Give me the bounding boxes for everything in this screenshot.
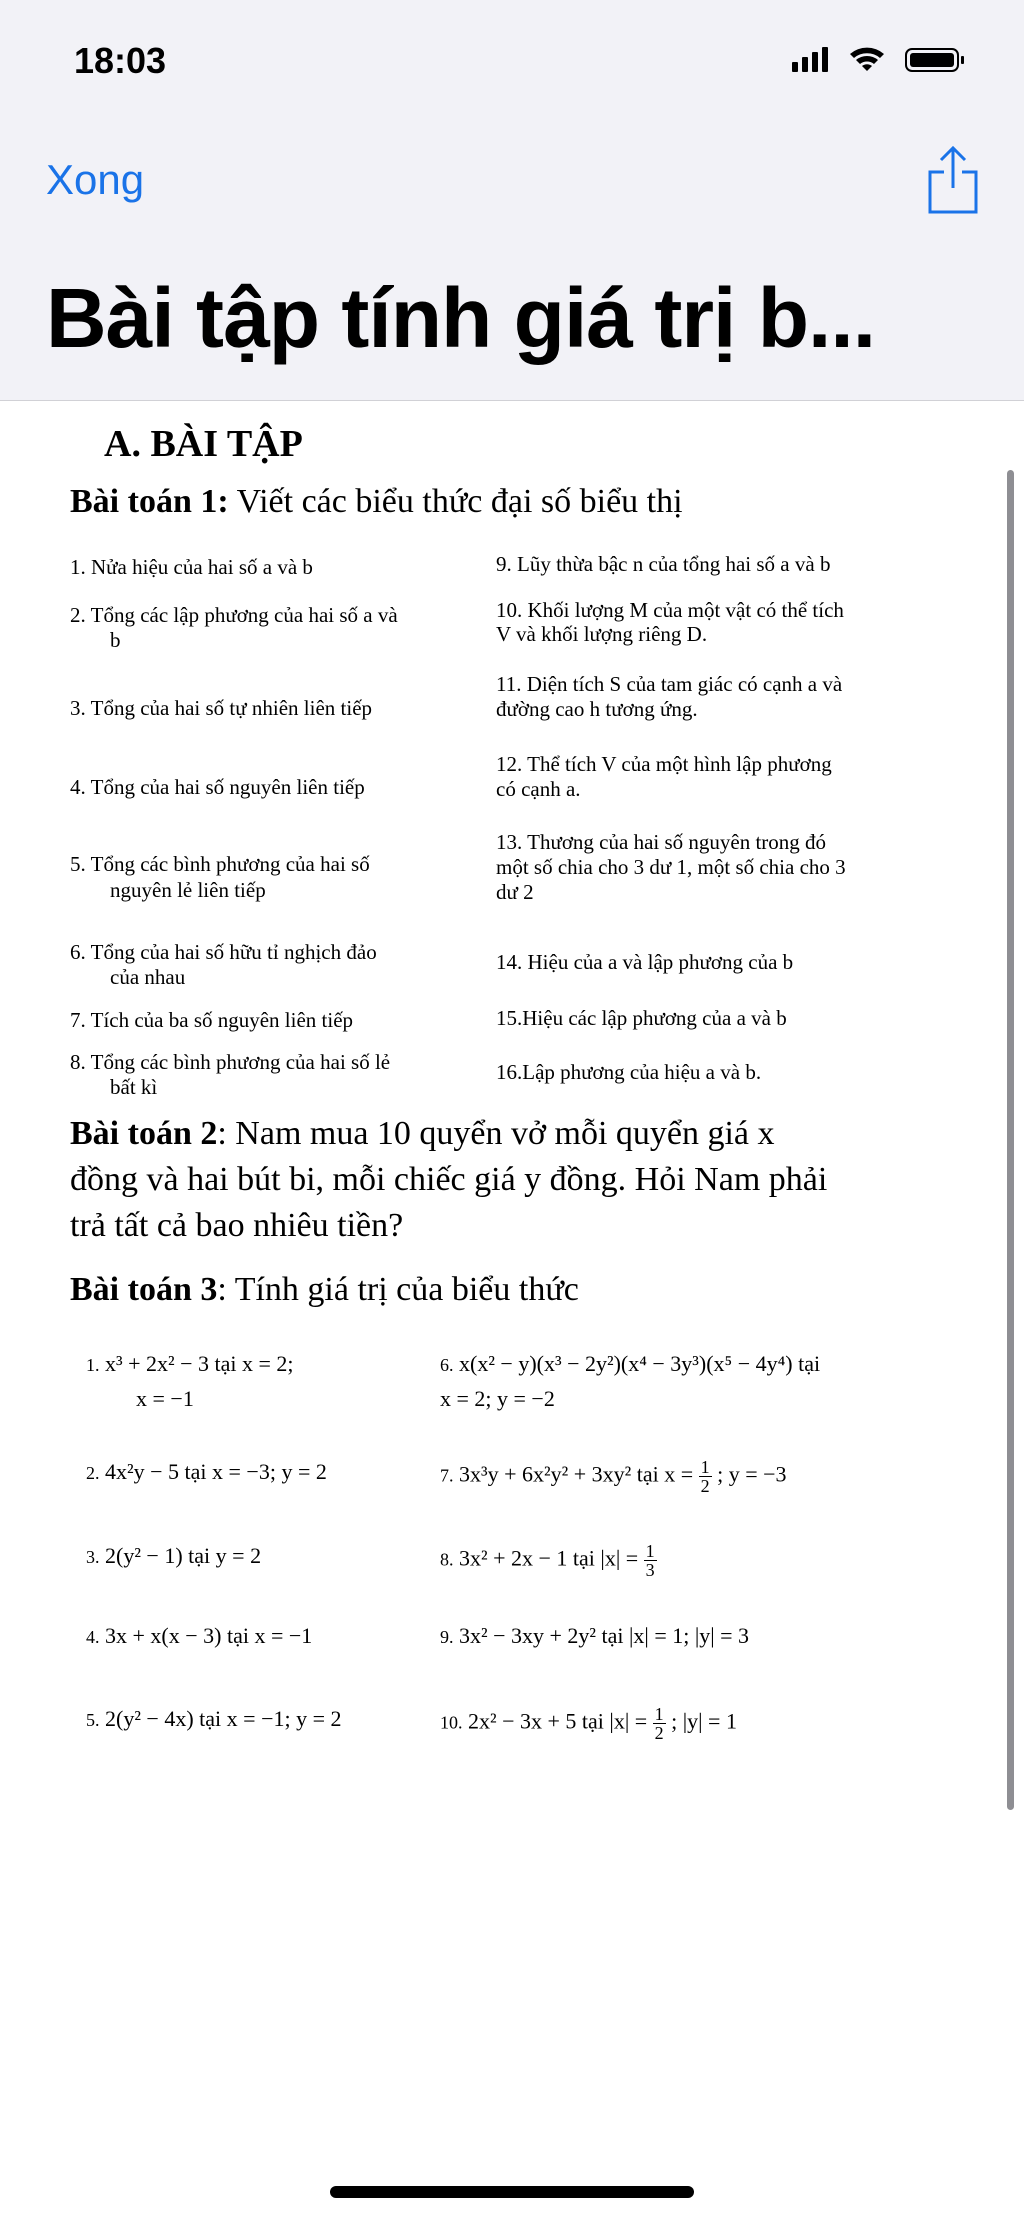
list-item: 10. Khối lượng M của một vật có thể tích bbox=[496, 598, 844, 622]
math-item-1-cond: x = −1 bbox=[136, 1386, 194, 1411]
status-time: 18:03 bbox=[74, 40, 167, 81]
list-item: 4. Tổng của hai số nguyên liên tiếp bbox=[70, 775, 365, 799]
problem-3-label: Bài toán 3 bbox=[70, 1271, 218, 1308]
math-item-6: 6. x(x² − y)(x³ − 2y²)(x⁴ − 3y³)(x⁵ − 4y⁴) tại bbox=[440, 1351, 821, 1376]
page-title: Bài tập tính giá trị b... bbox=[46, 271, 876, 365]
battery-icon bbox=[906, 49, 964, 71]
list-item: 5. Tổng các bình phương của hai số bbox=[70, 852, 370, 876]
math-item-2: 2. 4x²y − 5 tại x = −3; y = 2 bbox=[86, 1459, 327, 1484]
list-item: 15.Hiệu các lập phương của a và b bbox=[496, 1006, 787, 1030]
list-item: của nhau bbox=[110, 965, 186, 989]
problem-1-heading bbox=[70, 480, 950, 524]
math-item-10: 10. 2x² − 3x + 5 tại |x| = $\frac{1}{2}$ ; |y| = 1 bbox=[440, 1704, 737, 1743]
fraction: $\frac{1}{2}$ bbox=[700, 1457, 710, 1496]
problem-2-line-2: đồng và hai bút bi, mỗi chiếc giá y đồng. Hỏi Nam phải bbox=[70, 1161, 828, 1198]
done-button[interactable]: Xong bbox=[46, 156, 145, 203]
math-item-6-cond: x = 2; y = −2 bbox=[440, 1386, 555, 1411]
list-item: 6. Tổng của hai số hữu tỉ nghịch đảo bbox=[70, 940, 377, 964]
list-item: một số chia cho 3 dư 1, một số chia cho 3 bbox=[496, 855, 846, 879]
list-item: 12. Thể tích V của một hình lập phương bbox=[496, 752, 832, 776]
problem-2-line-1 bbox=[70, 1112, 950, 1156]
math-item-9: 9. 3x² − 3xy + 2y² tại |x| = 1; |y| = 3 bbox=[440, 1623, 750, 1648]
status-icons bbox=[786, 44, 986, 74]
list-item: 1. Nửa hiệu của hai số a và b bbox=[70, 555, 313, 579]
list-item: đường cao h tương ứng. bbox=[496, 697, 698, 721]
math-item-4: 4. 3x + x(x − 3) tại x = −1 bbox=[86, 1623, 313, 1648]
math-item-7: 7. 3x³y + 6x²y² + 3xy² tại x = $\frac{1}{2}$ ; y = −3 bbox=[440, 1457, 787, 1496]
problem-1-label: Bài toán 1: bbox=[70, 483, 229, 520]
list-item: 8. Tổng các bình phương của hai số lẻ bbox=[70, 1050, 391, 1074]
problem-2-text: : Nam mua 10 quyển vở mỗi quyển giá x bbox=[217, 1115, 775, 1152]
list-item: 7. Tích của ba số nguyên liên tiếp bbox=[70, 1008, 354, 1032]
problem-2-line-3: trả tất cả bao nhiêu tiền? bbox=[70, 1207, 404, 1244]
wifi-icon bbox=[850, 48, 884, 71]
list-item: 13. Thương của hai số nguyên trong đó bbox=[496, 830, 827, 854]
problem-1-text: Viết các biểu thức đại số biểu thị bbox=[236, 483, 683, 520]
list-item: 16.Lập phương của hiệu a và b. bbox=[496, 1060, 762, 1084]
list-item: b bbox=[110, 628, 121, 652]
list-item: dư 2 bbox=[496, 880, 534, 904]
home-indicator[interactable] bbox=[330, 2186, 694, 2198]
document-page bbox=[0, 400, 1024, 1820]
share-icon[interactable] bbox=[926, 144, 980, 216]
fraction: $\frac{1}{2}$ bbox=[654, 1704, 664, 1743]
math-item-1: 1. x³ + 2x² − 3 tại x = 2; bbox=[86, 1351, 294, 1376]
math-item-5: 5. 2(y² − 4x) tại x = −1; y = 2 bbox=[86, 1706, 342, 1731]
problem-2-label: Bài toán 2 bbox=[70, 1115, 218, 1152]
list-item: bất kì bbox=[110, 1075, 158, 1099]
scrollbar[interactable] bbox=[1007, 470, 1014, 1810]
list-item: 11. Diện tích S của tam giác có cạnh a và bbox=[496, 672, 843, 696]
list-item: 3. Tổng của hai số tự nhiên liên tiếp bbox=[70, 696, 373, 720]
navigation-header bbox=[0, 0, 1024, 401]
section-title: A. BÀI TẬP bbox=[104, 423, 303, 465]
list-item: V và khối lượng riêng D. bbox=[496, 622, 708, 646]
problem-3-text: : Tính giá trị của biểu thức bbox=[217, 1271, 579, 1308]
math-item-3: 3. 2(y² − 1) tại y = 2 bbox=[86, 1543, 262, 1568]
fraction: $\frac{1}{3}$ bbox=[645, 1541, 655, 1580]
math-item-8: 8. 3x² + 2x − 1 tại |x| = $\frac{1}{3}$ bbox=[440, 1541, 655, 1580]
list-item: 2. Tổng các lập phương của hai số a và bbox=[70, 603, 398, 627]
list-item: có cạnh a. bbox=[496, 777, 581, 801]
cellular-signal-icon bbox=[792, 47, 828, 72]
list-item: 9. Lũy thừa bậc n của tổng hai số a và b bbox=[496, 552, 831, 576]
list-item: nguyên lẻ liên tiếp bbox=[110, 878, 266, 902]
problem-3-heading bbox=[70, 1268, 950, 1312]
list-item: 14. Hiệu của a và lập phương của b bbox=[496, 950, 794, 974]
